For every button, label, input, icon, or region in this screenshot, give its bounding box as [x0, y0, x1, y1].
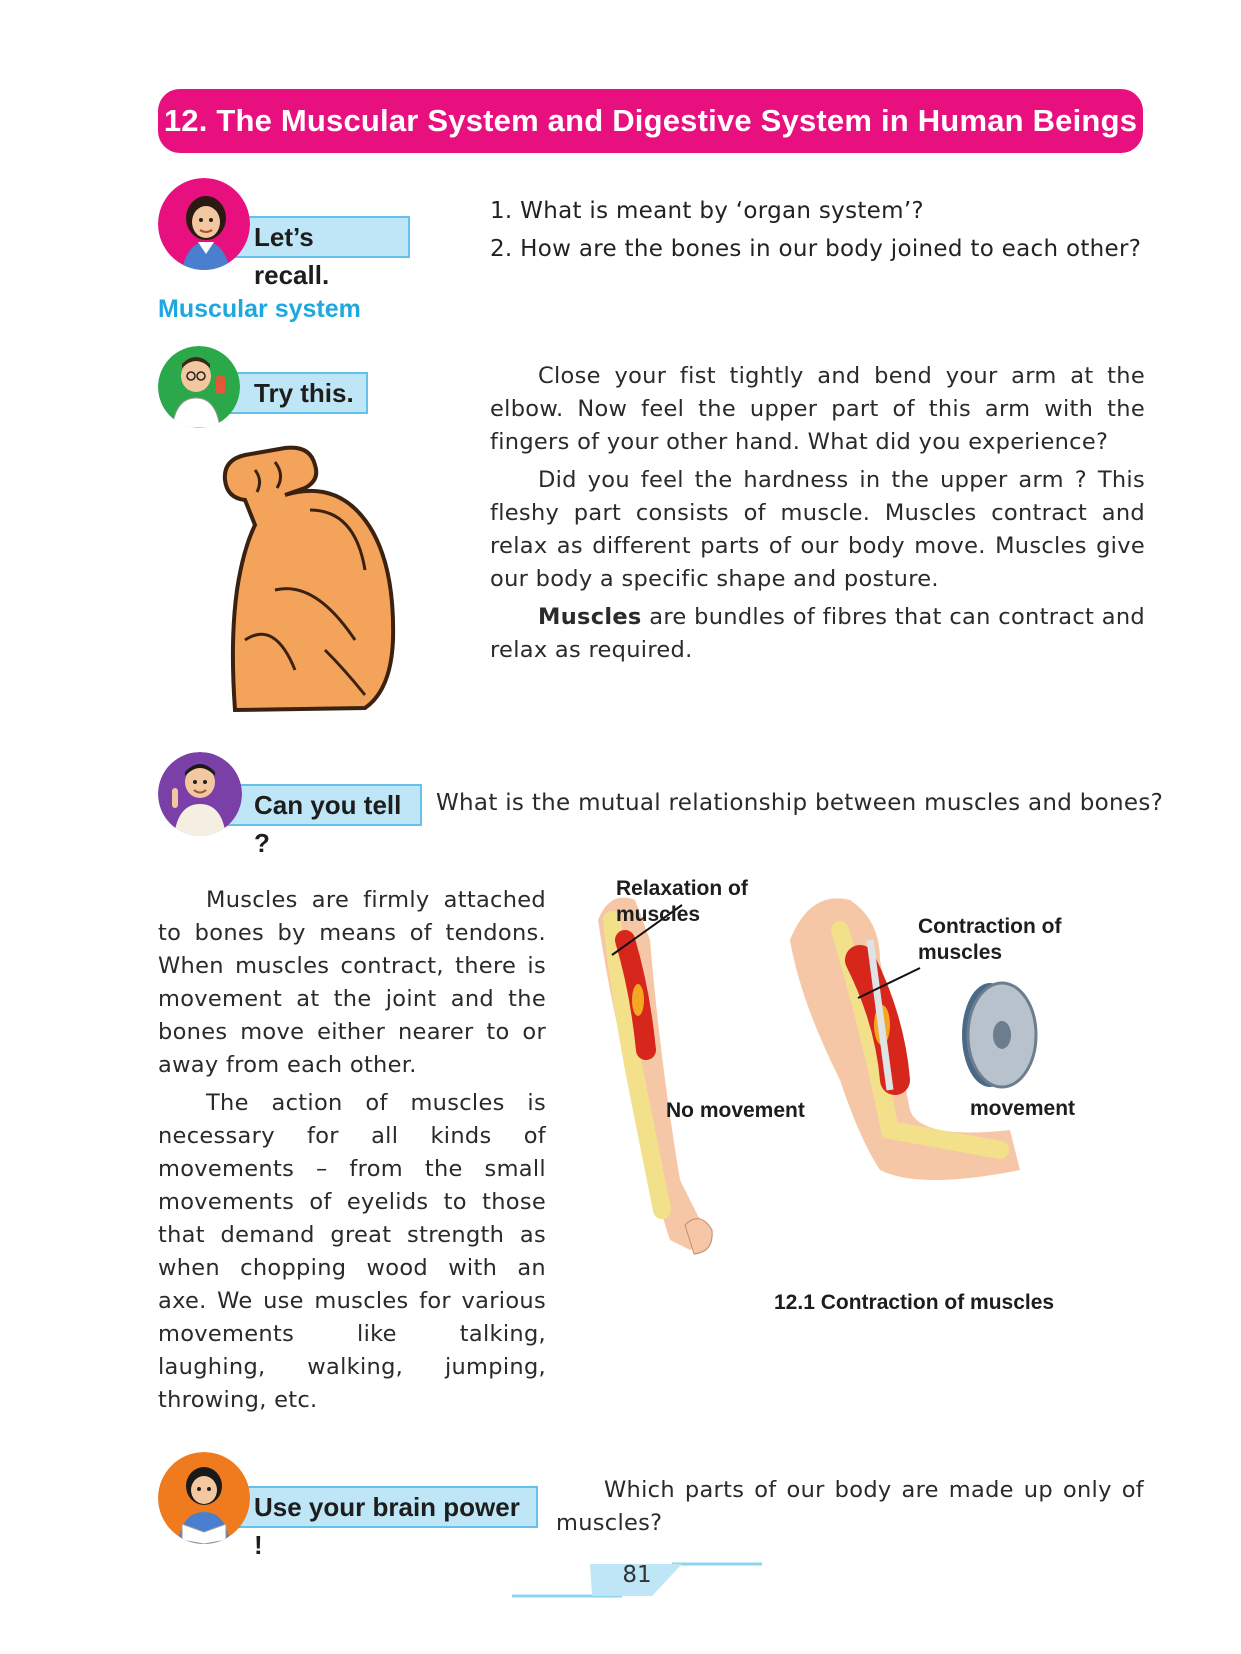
- try-this-label: Try this.: [254, 378, 354, 408]
- muscles-bones-text: [158, 884, 546, 1422]
- contraction-label: Contraction of muscles: [918, 915, 1062, 964]
- muscles-bones-paragraph-2: The action of muscles is necessary for all kinds of movements – from the small movements of eyelids to those that demand great strength as when chopping wood with an axe. We use muscles for various movements like talking, laughing, walking, jumping, throwing, etc.: [158, 1090, 546, 1413]
- muscle-contraction-figure: [590, 877, 1150, 1270]
- can-you-tell-question: What is the mutual relationship between muscles and bones?: [436, 790, 1164, 816]
- relaxation-label: Relaxation of muscles: [616, 877, 748, 926]
- can-you-tell-label: Can you tell ?: [254, 790, 402, 858]
- try-this-paragraph-1: Close your fist tightly and bend your arm at the elbow. Now feel the upper part of this arm with the fingers of your other hand. What did you experience?: [490, 363, 1145, 455]
- flexed-arm-illustration: [215, 440, 405, 715]
- movement-label: movement: [970, 1097, 1076, 1120]
- no-movement-label: No movement: [666, 1099, 805, 1122]
- muscles-definition-term: Muscles: [538, 604, 642, 630]
- boy-pointing-avatar-icon: [158, 752, 242, 836]
- brain-power-question-block: [556, 1474, 1144, 1545]
- chapter-title: 12. The Muscular System and Digestive System in Human Beings: [158, 89, 1143, 153]
- girl-thinking-avatar-icon: [158, 178, 250, 270]
- brain-power-label: Use your brain power !: [254, 1492, 520, 1560]
- muscular-system-heading: Muscular system: [158, 295, 361, 323]
- lets-recall-label: Let’s recall.: [254, 222, 330, 290]
- recall-questions: [490, 192, 1150, 268]
- brain-power-question: Which parts of our body are made up only of muscles?: [556, 1477, 1144, 1536]
- try-this-text: [490, 360, 1145, 672]
- muscles-definition: [490, 601, 1145, 667]
- recall-question-1: 1. What is meant by ‘organ system’?: [490, 198, 924, 224]
- muscles-bones-paragraph-1: Muscles are firmly attached to bones by means of tendons. When muscles contract, there is movement at the joint and the bones move either nearer to or away from each other.: [158, 887, 546, 1078]
- figure-caption: 12.1 Contraction of muscles: [774, 1291, 1055, 1314]
- muscles-definition-rest: are bundles of fibres that can contract and relax as required.: [490, 604, 1145, 663]
- scientist-avatar-icon: [158, 346, 240, 428]
- brain-power-badge: [204, 1486, 538, 1560]
- girl-reading-avatar-icon: [158, 1452, 250, 1544]
- recall-question-2: 2. How are the bones in our body joined to each other?: [490, 236, 1142, 262]
- try-this-paragraph-2: Did you feel the hardness in the upper arm ? This fleshy part consists of muscle. Muscles contract and relax as different parts of our body move. Muscles give our body a specific shape and posture.: [490, 467, 1145, 592]
- page-number: 81: [622, 1562, 652, 1588]
